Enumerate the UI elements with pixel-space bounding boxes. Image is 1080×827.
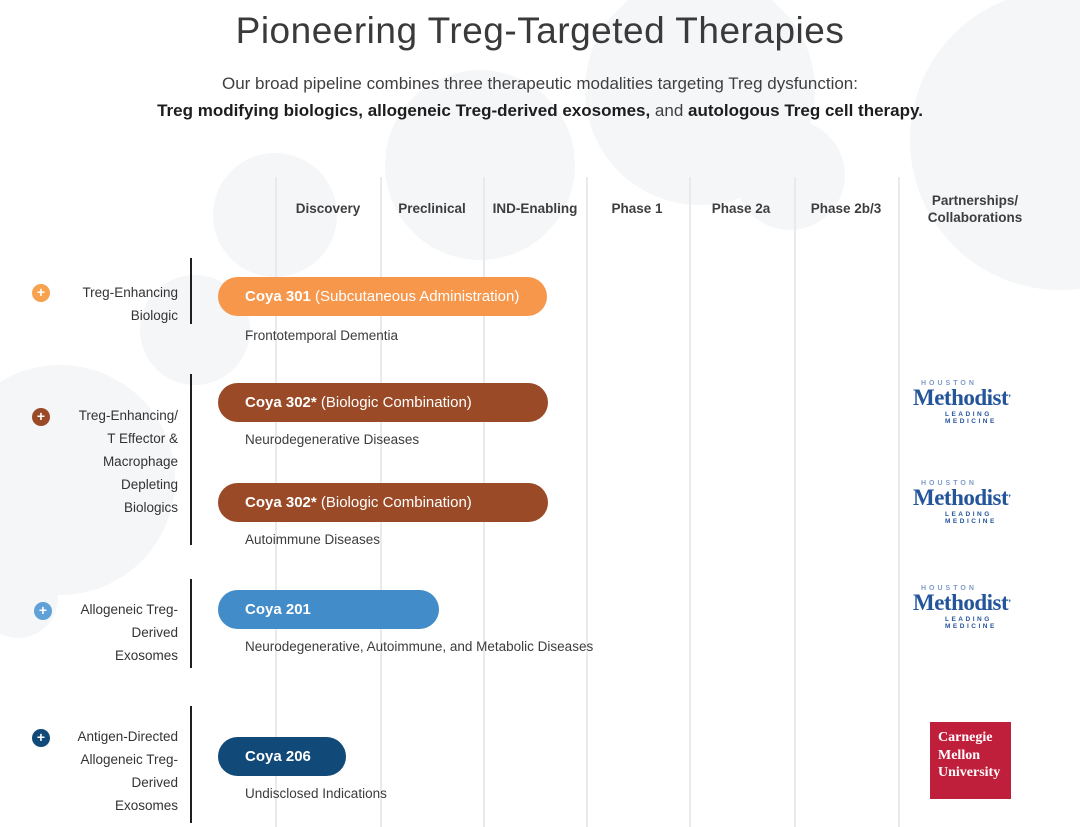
logo-wordmark: Methodist (913, 485, 1009, 510)
category-label-line: Biologics (123, 500, 178, 515)
category-divider (190, 579, 192, 668)
pipeline-bar-coya-302-autoimmune (218, 483, 548, 522)
trademark-mark: ’ (1008, 493, 1011, 503)
logo-text-methodist (911, 487, 1039, 509)
grid-line (898, 177, 900, 827)
column-header-partnerships (910, 192, 1040, 226)
category-label-line: Derived (131, 775, 178, 790)
logo-text-line: Carnegie (938, 730, 993, 745)
category-label-line: Depleting (120, 477, 178, 492)
logo-text-line: University (938, 765, 1001, 780)
logo-text-line: Mellon (938, 747, 980, 763)
logo-text-houston: HOUSTON (921, 585, 977, 592)
indication-label: Autoimmune Diseases (245, 532, 381, 547)
subtitle-bold-1: Treg modifying biologics, allogeneic Treg-derived exosomes, (157, 101, 651, 120)
category-label-line: Derived (131, 625, 178, 640)
category-label-line: T Effector & (107, 431, 178, 446)
program-name: Coya 206 (245, 748, 311, 765)
partnerships-line-2: Collaborations (927, 210, 1023, 225)
program-detail: (Biologic Combination) (316, 494, 472, 511)
logo-text-leading-medicine: LEADING MEDICINE (945, 511, 997, 525)
logo-wordmark: Methodist (913, 385, 1009, 410)
category-label-line: Allogeneic Treg- (80, 602, 178, 617)
program-name: Coya 302* (245, 494, 317, 511)
background-circle (385, 70, 575, 260)
houston-methodist-logo (911, 585, 1039, 630)
category-label-line: Treg-Enhancing/ (78, 408, 178, 423)
pipeline-bar-coya-301 (218, 277, 547, 316)
category-label-antigen-directed-exosomes (30, 725, 178, 817)
plus-icon: + (32, 284, 50, 302)
pipeline-bar-coya-201 (218, 590, 439, 629)
category-label-line: Antigen-Directed (77, 729, 178, 744)
subtitle-line-2 (0, 101, 1080, 121)
logo-text-leading-medicine: LEADING MEDICINE (945, 616, 997, 630)
subtitle-bold-2: autologous Treg cell therapy. (688, 101, 923, 120)
plus-icon: + (32, 729, 50, 747)
category-label-line: Exosomes (114, 798, 178, 813)
indication-label: Neurodegenerative, Autoimmune, and Metabolic Diseases (245, 639, 594, 654)
column-header-phase-1: Phase 1 (611, 201, 663, 216)
logo-text-methodist (911, 387, 1039, 409)
trademark-mark: ’ (1008, 598, 1011, 608)
category-divider (190, 374, 192, 545)
category-label-allogeneic-exosomes (30, 598, 178, 667)
column-header-preclinical: Preclinical (398, 201, 466, 216)
program-name: Coya 301 (245, 288, 311, 305)
grid-line (794, 177, 796, 827)
plus-icon: + (34, 602, 52, 620)
column-header-phase-2a: Phase 2a (711, 201, 771, 216)
column-header-phase-2b3: Phase 2b/3 (810, 201, 882, 216)
houston-methodist-logo (911, 380, 1039, 425)
subtitle-plain: and (650, 101, 689, 120)
program-name: Coya 302* (245, 394, 317, 411)
logo-wordmark: Methodist (913, 590, 1009, 615)
indication-label: Frontotemporal Dementia (245, 328, 399, 343)
subtitle-line-1: Our broad pipeline combines three therapeutic modalities targeting Treg dysfunction: (222, 74, 858, 93)
logo-text-leading-medicine: LEADING MEDICINE (945, 411, 997, 425)
grid-line (586, 177, 588, 827)
program-detail: (Subcutaneous Administration) (310, 288, 520, 305)
indication-label: Neurodegenerative Diseases (245, 432, 420, 447)
trademark-mark: ’ (1008, 393, 1011, 403)
houston-methodist-logo (911, 480, 1039, 525)
carnegie-mellon-logo (930, 722, 1011, 799)
pipeline-bar-coya-302-neuro (218, 383, 548, 422)
category-label-line: Exosomes (114, 648, 178, 663)
category-divider (190, 706, 192, 823)
grid-line (689, 177, 691, 827)
program-detail: (Biologic Combination) (316, 394, 472, 411)
category-label-depleting-biologics (30, 404, 178, 519)
plus-icon: + (32, 408, 50, 426)
column-header-discovery: Discovery (295, 201, 361, 216)
logo-text-methodist (911, 592, 1039, 614)
partnerships-line-1: Partnerships/ (931, 193, 1019, 208)
category-label-line: Treg-Enhancing (82, 285, 178, 300)
logo-text-houston: HOUSTON (921, 480, 977, 487)
page-title: Pioneering Treg-Targeted Therapies (235, 10, 845, 51)
category-label-line: Biologic (130, 308, 178, 323)
category-label-line: Macrophage (102, 454, 178, 469)
column-header-ind-enabling: IND-Enabling (492, 201, 578, 216)
category-label-treg-enhancing-biologic (30, 281, 178, 327)
program-name: Coya 201 (245, 601, 311, 618)
category-label-line: Allogeneic Treg- (80, 752, 178, 767)
category-divider (190, 258, 192, 324)
pipeline-bar-coya-206 (218, 737, 346, 776)
logo-text-houston: HOUSTON (921, 380, 977, 387)
indication-label: Undisclosed Indications (245, 786, 387, 801)
